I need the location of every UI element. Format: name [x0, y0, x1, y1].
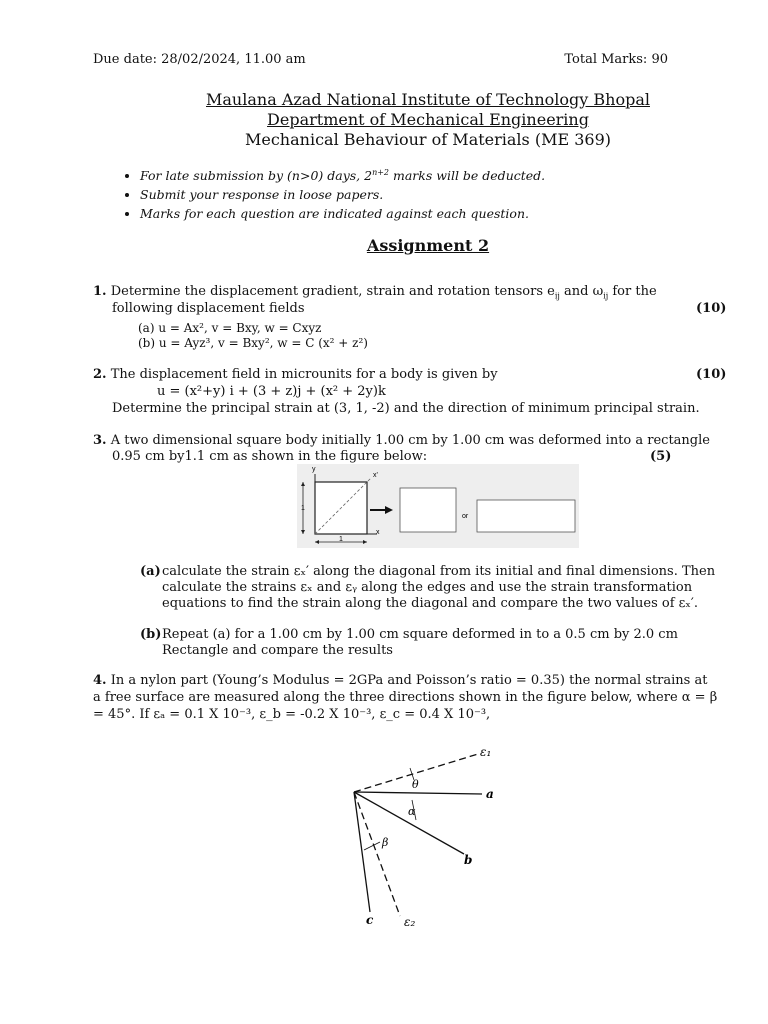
- instruction-loose-papers: • Submit your response in loose papers.: [140, 186, 545, 203]
- fig-c-label: c: [366, 913, 374, 927]
- question-2: 2. The displacement field in microunits for a body is given by: [93, 367, 498, 382]
- q3a-line1: calculate the strain εₓ′ along the diagonal from its initial and final dimensions. Then: [162, 564, 716, 579]
- epsilon2-axis: [354, 792, 400, 916]
- fig-a-label: a: [486, 787, 494, 801]
- fig-xprime-label: x': [373, 472, 378, 479]
- q1-number: 1.: [93, 284, 107, 299]
- q2-line3: Determine the principal strain at (3, 1, -2) and the direction of minimum principal strain.: [112, 401, 700, 416]
- fig-dim-horizontal: 1: [339, 536, 343, 543]
- course-name: Mechanical Behaviour of Materials (ME 369): [244, 130, 612, 149]
- q3a-line2: calculate the strains εₓ and εᵧ along the edges and use the strain transformation: [162, 580, 693, 595]
- q2-equation: u = (x²+y) i + (3 + z)j + (x² + 2y)k: [157, 384, 386, 399]
- fig-x-label: x: [376, 529, 380, 536]
- q1-marks: (10): [696, 301, 727, 316]
- fig-b-label: b: [464, 853, 473, 867]
- assignment-title: Assignment 2: [366, 236, 490, 255]
- question-4: 4. In a nylon part (Young’s Modulus = 2GPa and Poisson’s ratio = 0.35) the normal strains at: [93, 673, 708, 688]
- deformed-rect-2: [477, 500, 575, 532]
- gauge-b-line: [354, 792, 464, 854]
- question-1: 1. Determine the displacement gradient, strain and rotation tensors $e_{ij}$ and $\omega_{ij}$ for the: [93, 284, 657, 301]
- fig-e2-label: ε₂: [404, 915, 416, 929]
- total-marks: Total Marks: 90: [564, 52, 668, 67]
- q3-marks: (5): [650, 449, 672, 464]
- strain-rosette-figure: [340, 740, 520, 944]
- q1-part-a: (a) u = Ax², v = Bxy, w = Cxyz: [138, 321, 322, 335]
- gauge-a-line: [354, 792, 482, 794]
- fig-beta-label: β: [382, 836, 389, 849]
- q3-line2: 0.95 cm by1.1 cm as shown in the figure below:: [112, 449, 428, 464]
- institute-name: Maulana Azad National Institute of Technology Bhopal: [206, 90, 650, 109]
- fig-e1-label: ε₁: [480, 745, 492, 759]
- question-3: 3. A two dimensional square body initially 1.00 cm by 1.00 cm was deformed into a rectangle: [93, 433, 710, 448]
- fig-theta-label: θ: [412, 778, 419, 791]
- fig-alpha-label: α: [408, 805, 416, 818]
- arrow-right-icon: [385, 506, 393, 514]
- department-name: Department of Mechanical Engineering: [267, 110, 589, 129]
- q4-line3: = 45°. If εₐ = 0.1 X 10⁻³, ε_b = -0.2 X 10⁻³, ε_c = 0.4 X 10⁻³,: [93, 707, 491, 722]
- q2-marks: (10): [696, 367, 727, 382]
- fig-or: or: [462, 513, 469, 520]
- q4-line2: a free surface are measured along the three directions shown in the figure below, where α = β: [93, 690, 718, 705]
- instruction-late: • For late submission by (n>0) days, $2^{n+2}$ marks will be deducted.: [140, 164, 545, 184]
- fig-dim-vertical: 1: [301, 505, 305, 512]
- fig-y-label: y: [312, 466, 316, 473]
- q3a-label: (a): [140, 564, 161, 579]
- instructions-list: [115, 164, 545, 224]
- instruction-marks: • Marks for each question are indicated against each question.: [140, 205, 545, 222]
- q3b-line1: Repeat (a) for a 1.00 cm by 1.00 cm square deformed in to a 0.5 cm by 2.0 cm: [162, 627, 678, 642]
- q3b-line2: Rectangle and compare the results: [162, 643, 393, 658]
- deformed-rect-1: [400, 488, 456, 532]
- due-date: Due date: 28/02/2024, 11.00 am: [93, 52, 306, 67]
- q3a-line3: equations to find the strain along the diagonal and compare the two values of εₓ′.: [162, 596, 699, 611]
- gauge-c-line: [354, 792, 370, 912]
- q1-line2: following displacement fields: [112, 301, 305, 316]
- q1-part-b: (b) u = Ayz³, v = Bxy², w = C (x² + z²): [138, 336, 368, 350]
- q3b-label: (b): [140, 627, 162, 642]
- deformation-figure: [297, 464, 579, 548]
